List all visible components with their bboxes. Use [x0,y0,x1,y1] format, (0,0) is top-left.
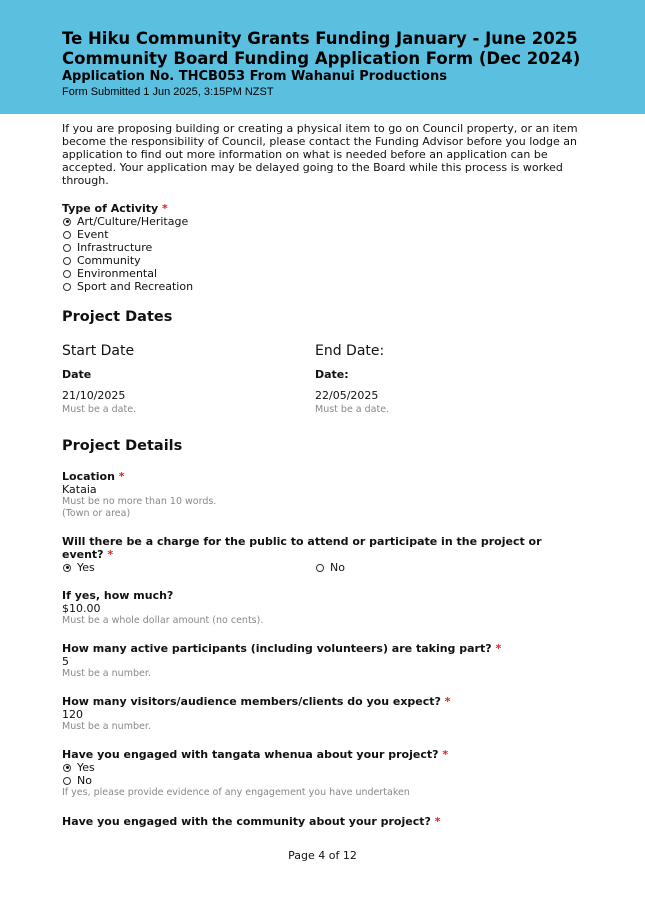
start-date-heading: Start Date [62,343,135,359]
participants-help: Must be a number. [62,668,151,679]
form-header [0,0,645,114]
option-label: Yes [77,561,95,574]
activity-question [62,202,585,293]
participants-label: How many active participants (including volunteers) are taking part? [62,642,492,655]
submitted-timestamp: Form Submitted 1 Jun 2025, 3:15PM NZST [62,86,274,98]
activity-label: Type of Activity [62,202,159,215]
activity-option-infrastructure[interactable] [62,241,585,254]
visitors-question [62,695,585,733]
visitors-help: Must be a number. [62,721,151,732]
how-much-help: Must be a whole dollar amount (no cents). [62,615,264,626]
location-help: Must be no more than 10 words. [62,496,217,507]
tangata-option-no[interactable] [62,774,585,787]
form-title-line1: Te Hiku Community Grants Funding January - June 2025 [62,29,578,48]
intro-text: If you are proposing building or creating a physical item to go on Council property, or an item become the responsibility of Council, please contact the Funding Advisor before you lodge an application to find out more information on what is needed before an application can be accepted. Your application may be delayed going to the Board while this process is worked through. [62,122,578,187]
activity-option-environmental[interactable] [62,267,585,280]
option-label: No [77,774,92,787]
tangata-question [62,748,585,799]
activity-option-sport[interactable] [62,280,585,293]
participants-value: 5 [62,655,69,668]
radio-empty-icon[interactable] [63,283,71,291]
radio-empty-icon[interactable] [316,564,324,572]
start-date-value: 21/10/2025 [62,389,126,402]
end-date-value: 22/05/2025 [315,389,379,402]
visitors-label: How many visitors/audience members/clients do you expect? [62,695,441,708]
radio-selected-icon[interactable] [63,564,71,572]
option-label: Sport and Recreation [77,280,194,293]
activity-option-event[interactable] [62,228,585,241]
application-number: Application No. THCB053 From Wahanui Productions [62,69,447,84]
start-date-label: Date [62,368,92,381]
how-much-question [62,589,585,627]
radio-empty-icon[interactable] [63,270,71,278]
option-label: Yes [77,761,95,774]
date-fields [62,343,585,416]
option-label: Event [77,228,109,241]
charge-label-line2: event? [62,548,104,561]
charge-option-no[interactable] [315,561,345,574]
radio-empty-icon[interactable] [63,257,71,265]
how-much-label: If yes, how much? [62,589,174,602]
required-mark: * [107,548,114,561]
tangata-label: Have you engaged with tangata whenua about your project? [62,748,439,761]
location-label: Location [62,470,115,483]
radio-selected-icon[interactable] [63,764,71,772]
end-date-heading: End Date: [315,343,385,359]
end-date-label: Date: [315,368,349,381]
form-title-line2: Community Board Funding Application Form (Dec 2024) [62,49,581,68]
required-mark: * [495,642,502,655]
tangata-option-yes[interactable] [62,761,585,774]
activity-option-art[interactable] [62,215,585,228]
option-label: Community [77,254,141,267]
option-label: Environmental [77,267,158,280]
required-mark: * [434,815,441,828]
required-mark: * [444,695,451,708]
location-question [62,470,585,520]
end-date-help: Must be a date. [315,404,390,415]
required-mark: * [161,202,168,215]
location-value: Kataia [62,483,97,496]
activity-option-community[interactable] [62,254,585,267]
option-label: No [330,561,345,574]
participants-question [62,642,585,680]
radio-empty-icon[interactable] [63,231,71,239]
visitors-value: 120 [62,708,83,721]
tangata-help: If yes, please provide evidence of any engagement you have undertaken [62,787,410,798]
charge-question [62,535,585,574]
option-label: Infrastructure [77,241,153,254]
community-question [62,815,585,828]
charge-label-line1: Will there be a charge for the public to attend or participate in the project or [62,535,542,548]
charge-option-yes[interactable] [62,561,95,574]
project-dates-heading: Project Dates [62,309,173,325]
start-date-help: Must be a date. [62,404,137,415]
radio-selected-icon[interactable] [63,218,71,226]
option-label: Art/Culture/Heritage [77,215,189,228]
how-much-value: $10.00 [62,602,101,615]
project-details-heading: Project Details [62,438,183,454]
community-label: Have you engaged with the community about your project? [62,815,431,828]
radio-empty-icon[interactable] [63,777,71,785]
radio-empty-icon[interactable] [63,244,71,252]
required-mark: * [442,748,449,761]
location-help-town: (Town or area) [62,508,131,519]
required-mark: * [118,470,125,483]
page-number: Page 4 of 12 [288,849,357,862]
